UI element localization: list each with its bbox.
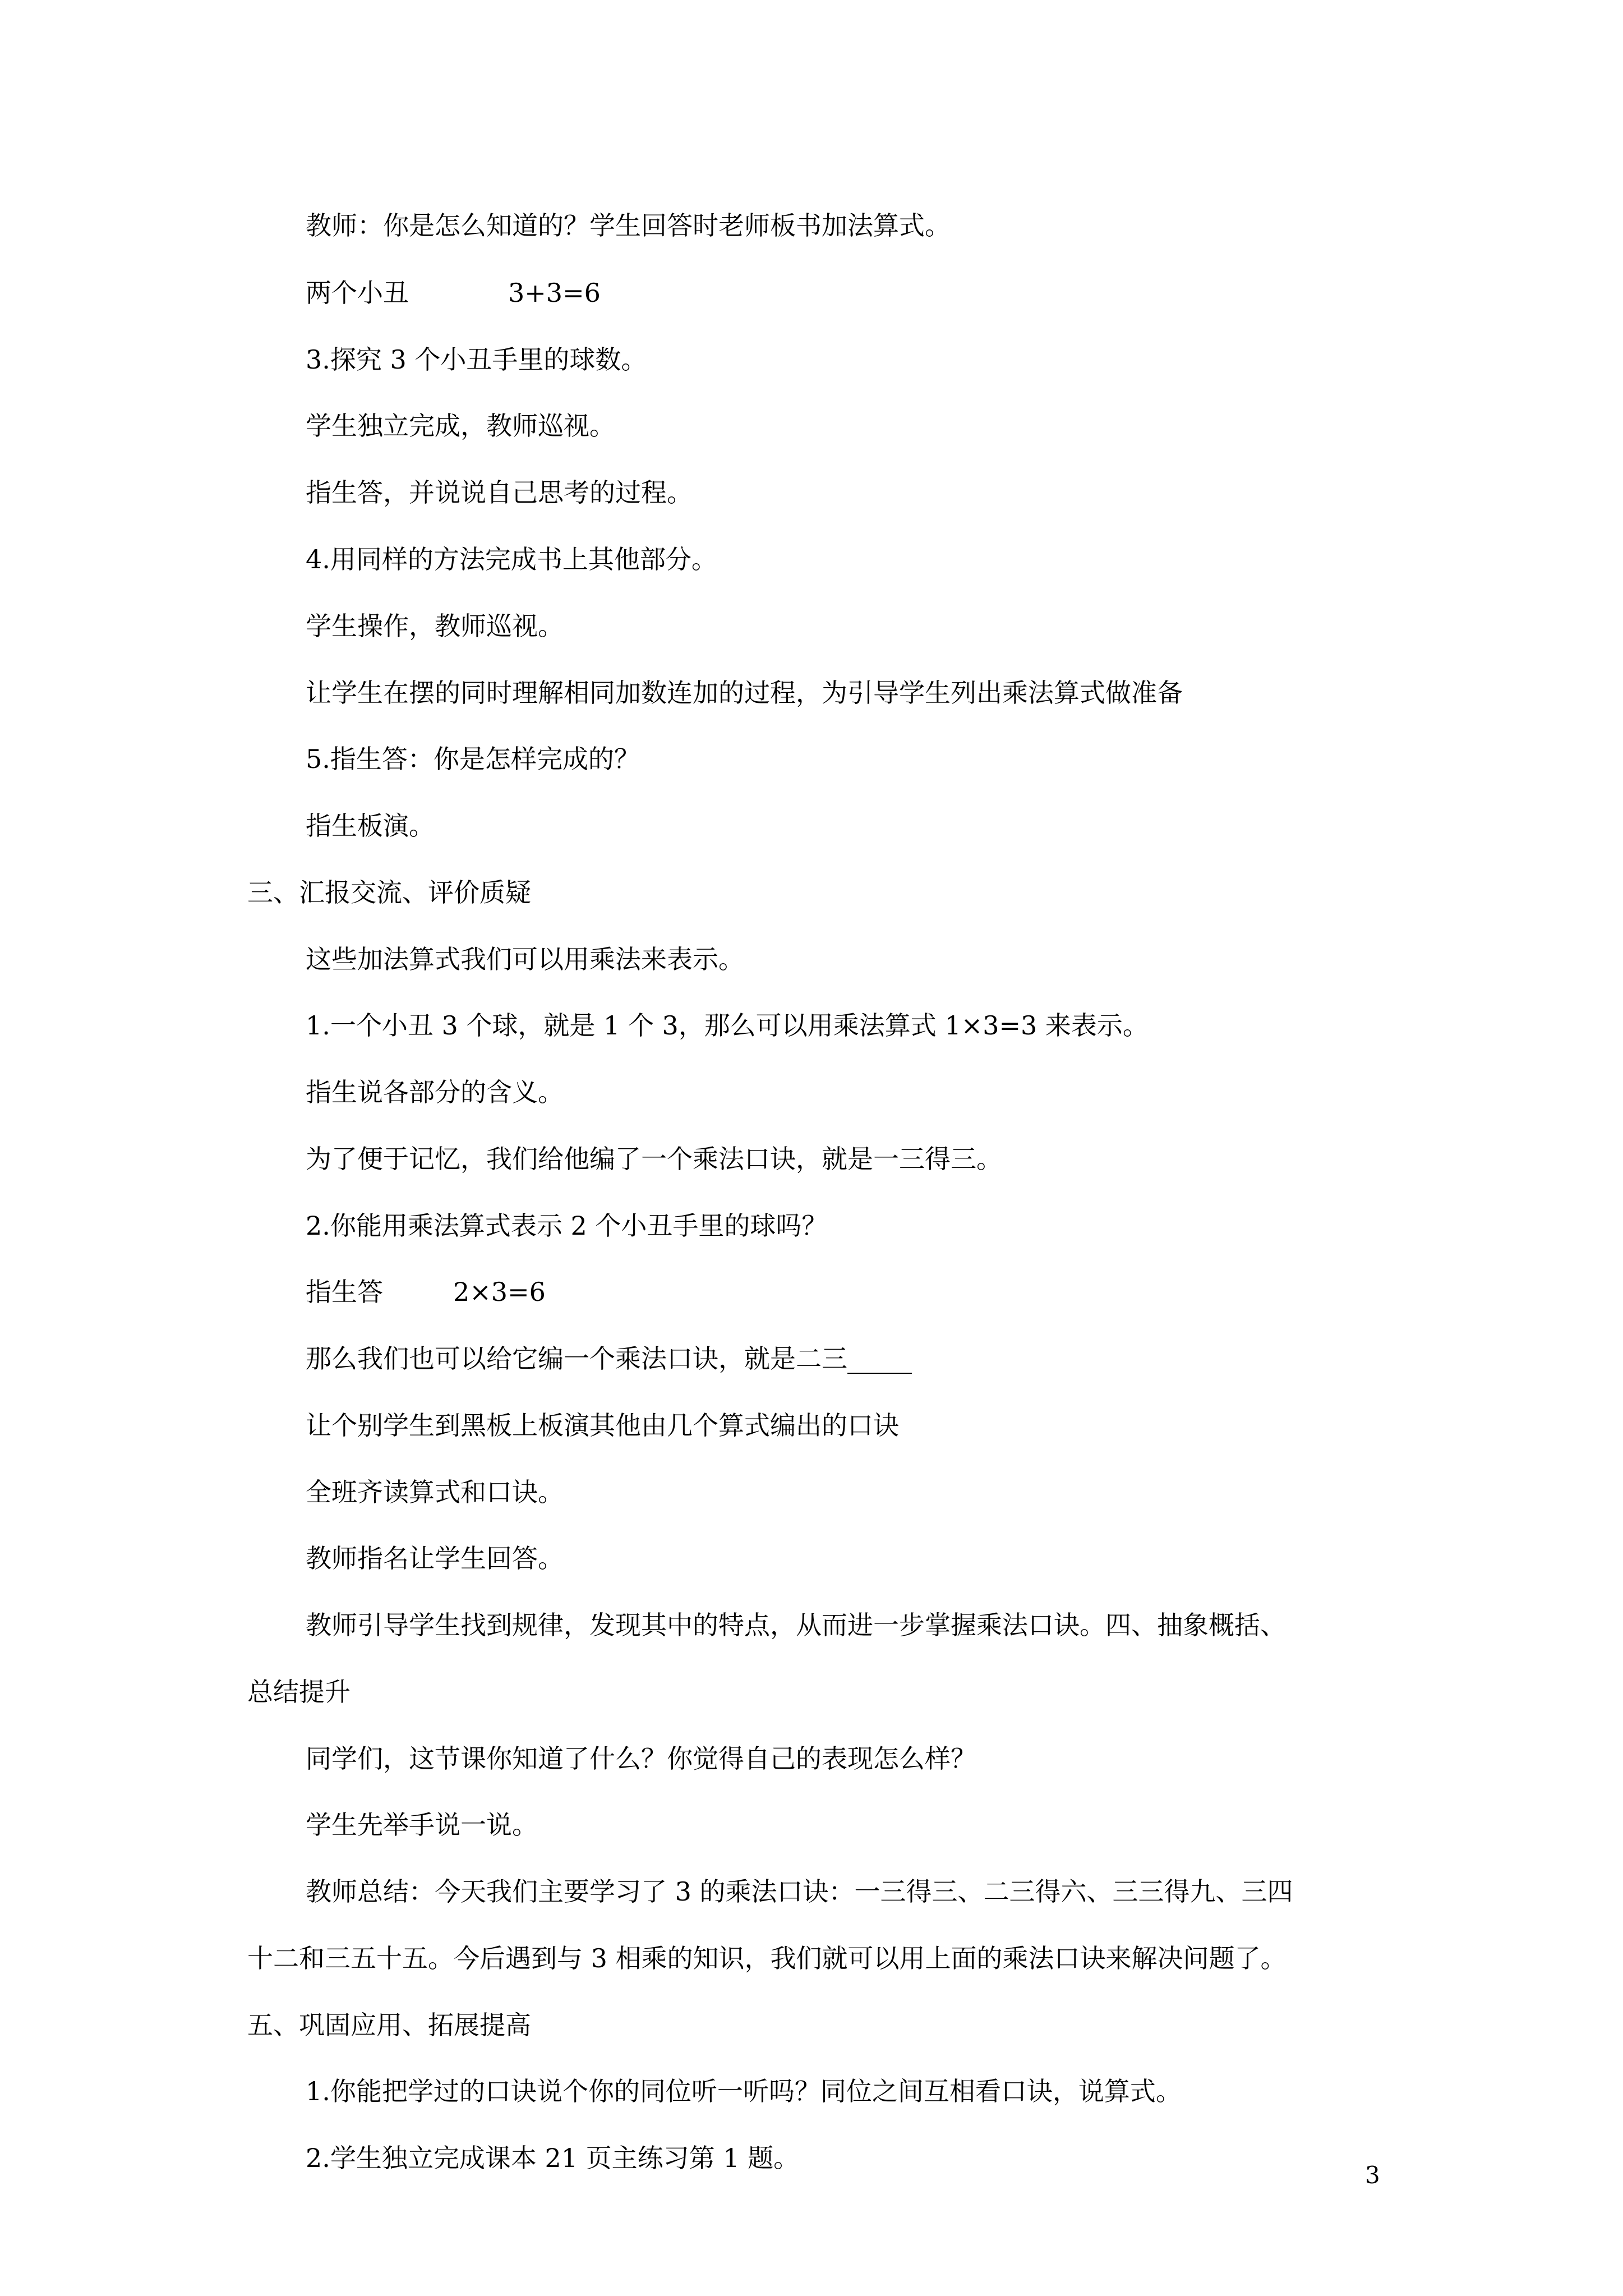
page-number: 3 (1365, 2161, 1380, 2189)
paragraph-line: 指生说各部分的含义。 (306, 1077, 564, 1107)
paragraph-line: 教师：你是怎么知道的？学生回答时老师板书加法算式。 (306, 210, 951, 241)
paragraph-line: 4.用同样的方法完成书上其他部分。 (306, 544, 717, 574)
paragraph-line: 1.你能把学过的口诀说个你的同位听一听吗？同位之间互相看口诀，说算式。 (306, 2076, 1182, 2106)
paragraph-line: 教师指名让学生回答。 (306, 1543, 564, 1573)
paragraph-label: 两个小丑 (306, 278, 409, 308)
paragraph-line: 学生独立完成，教师巡视。 (306, 411, 615, 441)
paragraph-line: 总结提升 (247, 1677, 351, 1707)
paragraph-line: 学生操作，教师巡视。 (306, 611, 564, 641)
paragraph-line: 1.一个小丑 3 个球，就是 1 个 3，那么可以用乘法算式 1×3=3 来表示。 (306, 1010, 1149, 1041)
paragraph-line (306, 276, 601, 310)
paragraph-line: 为了便于记忆，我们给他编了一个乘法口诀，就是一三得三。 (306, 1144, 1002, 1174)
section-heading: 三、汇报交流、评价质疑 (247, 877, 531, 908)
paragraph-line: 让个别学生到黑板上板演其他由几个算式编出的口诀 (306, 1410, 899, 1441)
paragraph-line: 同学们，这节课你知道了什么？你觉得自己的表现怎么样？ (306, 1743, 976, 1774)
paragraph-equation: 2×3=6 (453, 1277, 546, 1307)
paragraph-line: 指生答，并说说自己思考的过程。 (306, 477, 693, 508)
paragraph-line: 学生先举手说一说。 (306, 1810, 538, 1840)
paragraph-equation: 3+3=6 (508, 278, 601, 308)
paragraph-line: 3.探究 3 个小丑手里的球数。 (306, 344, 647, 375)
paragraph-line: 教师引导学生找到规律，发现其中的特点，从而进一步掌握乘法口诀。四、抽象概括、 (306, 1610, 1286, 1640)
paragraph-line: 让学生在摆的同时理解相同加数连加的过程，为引导学生列出乘法算式做准备 (306, 678, 1183, 708)
paragraph-line: 2.学生独立完成课本 21 页主练习第 1 题。 (306, 2143, 800, 2173)
paragraph-line: 2.你能用乘法算式表示 2 个小丑手里的球吗？ (306, 1211, 828, 1241)
paragraph-line: 十二和三五十五。今后遇到与 3 相乘的知识，我们就可以用上面的乘法口诀来解决问题了。 (247, 1943, 1287, 1973)
paragraph-line: 这些加法算式我们可以用乘法来表示。 (306, 944, 744, 974)
paragraph-line: 指生板演。 (306, 811, 435, 841)
section-heading: 五、巩固应用、拓展提高 (247, 2010, 531, 2040)
paragraph-line: 那么我们也可以给它编一个乘法口诀，就是二三_____ (306, 1343, 912, 1374)
paragraph-line: 全班齐读算式和口诀。 (306, 1477, 564, 1507)
paragraph-label: 指生答 (306, 1277, 383, 1307)
paragraph-line: 教师总结：今天我们主要学习了 3 的乘法口诀：一三得三、二三得六、三三得九、三四 (306, 1876, 1293, 1907)
paragraph-line: 5.指生答：你是怎样完成的？ (306, 744, 640, 774)
paragraph-line (306, 1275, 546, 1309)
